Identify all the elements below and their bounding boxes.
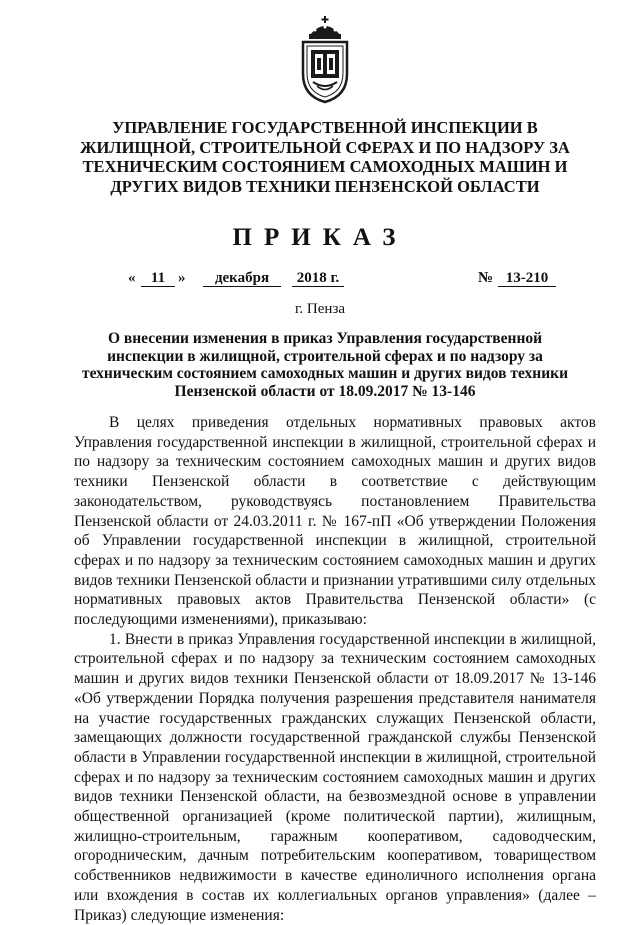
body-paragraph: 1. Внести в приказ Управления государственной инспекции в жилищной, строительной сферах и по надзору за техническим состоянием самоходных машин и других видов техники Пензенской области от 18.09.2017 № 13-146 «Об утверждении Порядка получения разрешения представителя нанимателя на участие государственных гражданских служащих Пензенской области, замещающих должности государственной гражданской службы Пензенской области в Управлении государственной инспекции в жилищной, строительной сферах и по надзору за техническим состоянием самоходных машин и других видов техники Пензенской области, на безвозмездной основе в управлении общественной организацией (кроме политической партии), жилищным, жилищно-строительным, гаражным кооперативом, садоводческим, огородническим, дачным потребительским кооперативом, товариществом собственников недвижимости в качестве единоличного исполнения органа или вхождения в состав их коллегиальных органов управления» (далее – Приказ) следующие изменения: xyxy=(74,630,596,924)
coat-of-arms-icon xyxy=(295,14,355,104)
order-number: 13-210 xyxy=(498,270,556,287)
date-year: 2018 г. xyxy=(292,270,344,287)
number-sign: № xyxy=(478,270,494,286)
date-day: 11 xyxy=(141,270,175,287)
order-subject: О внесении изменения в приказ Управления государственной инспекции в жилищной, строительной сферах и по надзору за техническим состоянием самоходных машин и других видов техники Пензенской области от 18.09.2017 № 13-146 xyxy=(81,330,569,400)
organization-name: УПРАВЛЕНИЕ ГОСУДАРСТВЕННОЙ ИНСПЕКЦИИ В ЖИЛИЩНОЙ, СТРОИТЕЛЬНОЙ СФЕРАХ И ПО НАДЗОРУ ЗА ТЕХНИЧЕСКИМ СОСТОЯНИЕМ САМОХОДНЫХ МАШИН И ДРУГИХ ВИДОВ ТЕХНИКИ ПЕНЗЕНСКОЙ ОБЛАСТИ xyxy=(80,118,570,196)
document-title: ПРИКАЗ xyxy=(232,224,408,251)
order-body xyxy=(74,413,596,925)
city: г. Пенза xyxy=(294,301,346,317)
body-paragraph: В целях приведения отдельных нормативных правовых актов Управления государственной инспекции в жилищной, строительной сферах и по надзору за техническим состоянием самоходных машин и других видов техники Пензенской области в соответствие с действующим законодательством, руководствуясь постановлением Правительства Пензенской области от 24.03.2011 г. № 167-пП «Об утверждении Положения об Управлении государственной инспекции в жилищной, строительной сферах и по надзору за техническим состоянием самоходных машин и других видов техники Пензенской области и признании утратившими силу отдельных нормативных правовых актов Правительства Пензенской области» (с последующими изменениями), приказываю: xyxy=(74,414,596,629)
date-month: декабря xyxy=(203,270,281,287)
date-quote-open: « xyxy=(128,270,136,286)
date-quote-close: » xyxy=(178,270,186,286)
